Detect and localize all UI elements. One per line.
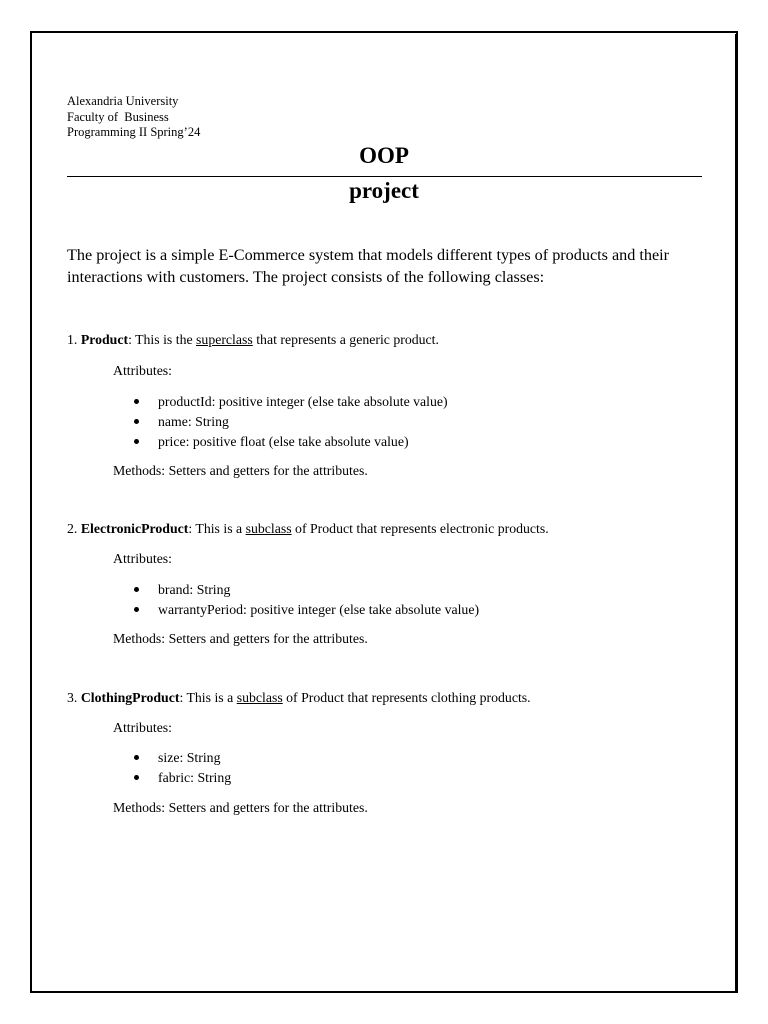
heading-text: : This is the <box>128 332 197 347</box>
attributes-label: Attributes: <box>113 720 173 735</box>
intro-paragraph: The project is a simple E-Commerce system that models different types of products and their interactions with customers. The project consists of the following classes: <box>67 246 670 286</box>
attributes-label: Attributes: <box>113 551 173 566</box>
methods-text: Methods: Setters and getters for the attributes. <box>113 631 368 646</box>
bullet-icon <box>134 755 139 760</box>
bullet-icon <box>134 439 139 444</box>
attribute-text: warrantyPeriod: positive integer (else take absolute value) <box>158 602 480 617</box>
title-divider <box>67 176 702 177</box>
bullet-icon <box>134 419 139 424</box>
attribute-text: name: String <box>158 414 229 429</box>
bullet-icon <box>134 607 139 612</box>
heading-text-end: of Product that represents clothing products. <box>282 690 531 705</box>
section-heading <box>67 690 531 706</box>
heading-underlined: subclass <box>245 521 292 536</box>
bullet-icon <box>134 587 139 592</box>
attributes-label: Attributes: <box>113 363 173 378</box>
section-number: 3. <box>67 690 78 705</box>
heading-text-end: of Product that represents electronic products. <box>291 521 549 536</box>
bullet-icon <box>134 775 139 780</box>
course-name: Programming II Spring’24 <box>67 125 201 139</box>
bullet-icon <box>134 399 139 404</box>
class-name: ElectronicProduct <box>80 521 189 536</box>
list-item <box>134 600 479 620</box>
attribute-text: brand: String <box>158 582 231 597</box>
heading-underlined: superclass <box>196 332 253 347</box>
section-number: 2. <box>67 521 78 536</box>
attribute-text: productId: positive integer (else take absolute value) <box>158 394 448 409</box>
faculty-name: Faculty of Business <box>67 109 169 124</box>
list-item <box>134 392 448 412</box>
list-item <box>134 768 231 788</box>
section-number: 1. <box>67 332 78 347</box>
heading-underlined: subclass <box>236 690 283 705</box>
attribute-list <box>134 748 231 788</box>
list-item <box>134 748 231 768</box>
attribute-text: fabric: String <box>158 770 232 785</box>
heading-text-end: that represents a generic product. <box>252 332 439 347</box>
methods-text: Methods: Setters and getters for the attributes. <box>113 463 368 478</box>
methods-text: Methods: Setters and getters for the attributes. <box>113 800 368 815</box>
attribute-list <box>134 392 448 452</box>
university-name: Alexandria University <box>67 94 179 108</box>
heading-text: : This is a <box>188 521 246 536</box>
attribute-list <box>134 580 479 620</box>
section-heading <box>67 521 549 537</box>
list-item <box>134 412 448 432</box>
attribute-text: price: positive float (else take absolute value) <box>158 434 409 449</box>
list-item <box>134 580 479 600</box>
document-header <box>67 94 200 141</box>
heading-text: : This is a <box>179 690 237 705</box>
class-name: Product <box>80 332 129 347</box>
attribute-text: size: String <box>158 750 221 765</box>
section-heading <box>67 332 439 348</box>
class-name: ClothingProduct <box>80 690 180 705</box>
list-item <box>134 432 448 452</box>
page-title: OOP <box>359 143 409 168</box>
page-subtitle: project <box>349 178 419 203</box>
